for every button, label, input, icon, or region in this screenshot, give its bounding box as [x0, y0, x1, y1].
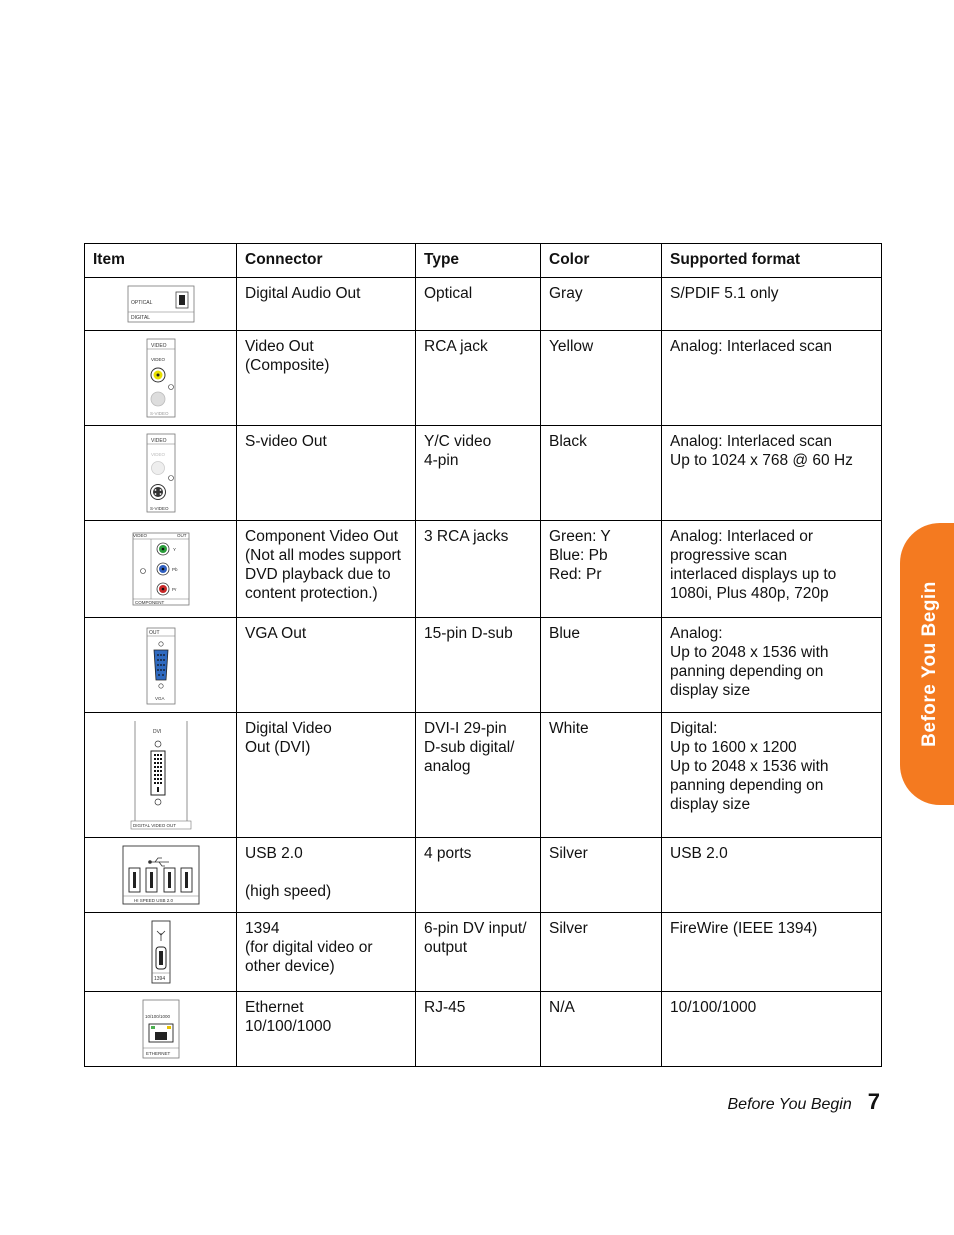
color-cell: Black: [541, 426, 662, 521]
color-cell: N/A: [541, 992, 662, 1067]
icon-label: VIDEO: [132, 533, 147, 538]
type-cell: 6-pin DV input/ output: [416, 913, 541, 992]
footer-section-title: Before You Begin: [727, 1096, 852, 1113]
icon-label: VIDEO: [150, 452, 165, 457]
icon-label: S-VIDEO: [149, 506, 169, 511]
connector-cell: S-video Out: [237, 426, 416, 521]
color-cell: Yellow: [541, 331, 662, 426]
section-side-tab: [900, 523, 954, 805]
connector-cell: VGA Out: [237, 618, 416, 713]
format-cell: Digital: Up to 1600 x 1200 Up to 2048 x 1536 with panning depending on display size: [662, 713, 882, 838]
firewire-port-icon: [149, 919, 173, 985]
connector-cell: Digital Audio Out: [237, 278, 416, 331]
connector-cell: Digital Video Out (DVI): [237, 713, 416, 838]
table-row: [85, 618, 882, 713]
icon-label: DIGITAL: [130, 315, 150, 321]
color-cell: Green: Y Blue: Pb Red: Pr: [541, 521, 662, 618]
connector-table: [84, 243, 882, 1067]
format-cell: Analog: Interlaced or progressive scan interlaced displays up to 1080i, Plus 480p, 720p: [662, 521, 882, 618]
icon-label: DVI: [152, 729, 161, 735]
icon-label: Y: [172, 547, 176, 552]
table-row: [85, 713, 882, 838]
icon-label: OUT: [148, 630, 160, 636]
connector-cell: 1394 (for digital video or other device): [237, 913, 416, 992]
format-cell: S/PDIF 5.1 only: [662, 278, 882, 331]
icon-label: 1394: [153, 976, 165, 982]
table-row: [85, 992, 882, 1067]
item-cell: [85, 618, 237, 713]
item-cell: [85, 992, 237, 1067]
table-row: [85, 521, 882, 618]
table-row: [85, 838, 882, 913]
header-connector: Connector: [237, 244, 416, 278]
side-tab-label: Before You Begin: [919, 581, 940, 747]
format-cell: FireWire (IEEE 1394): [662, 913, 882, 992]
table-row: [85, 426, 882, 521]
table-header-row: [85, 244, 882, 278]
s-video-port-icon: [141, 432, 181, 514]
icon-label: VGA: [154, 696, 165, 701]
type-cell: DVI-I 29-pin D-sub digital/ analog: [416, 713, 541, 838]
format-cell: Analog: Interlaced scan: [662, 331, 882, 426]
format-cell: 10/100/1000: [662, 992, 882, 1067]
item-cell: [85, 713, 237, 838]
icon-label: Pr: [171, 587, 176, 592]
item-cell: [85, 331, 237, 426]
icon-label: S-VIDEO: [149, 411, 169, 416]
format-cell: USB 2.0: [662, 838, 882, 913]
icon-label: ETHERNET: [145, 1051, 170, 1056]
header-color: Color: [541, 244, 662, 278]
item-cell: [85, 278, 237, 331]
icon-label: HI SPEED USB 2.0: [133, 898, 173, 903]
color-cell: Silver: [541, 913, 662, 992]
connector-cell: Video Out (Composite): [237, 331, 416, 426]
ethernet-port-icon: [141, 998, 181, 1060]
dvi-port-icon: [129, 719, 193, 831]
icon-label: 10/100/1000: [144, 1014, 170, 1019]
type-cell: 15-pin D-sub: [416, 618, 541, 713]
connector-cell: Component Video Out (Not all modes support DVD playback due to content protection.): [237, 521, 416, 618]
icon-label: DIGITAL VIDEO OUT: [132, 823, 176, 828]
icon-label: VIDEO: [150, 343, 167, 349]
type-cell: Y/C video 4-pin: [416, 426, 541, 521]
color-cell: White: [541, 713, 662, 838]
icon-label: VIDEO: [150, 438, 167, 444]
connector-cell: Ethernet 10/100/1000: [237, 992, 416, 1067]
header-item: Item: [85, 244, 237, 278]
item-cell: [85, 838, 237, 913]
header-supported-format: Supported format: [662, 244, 882, 278]
header-type: Type: [416, 244, 541, 278]
format-cell: Analog: Interlaced scan Up to 1024 x 768 @ 60 Hz: [662, 426, 882, 521]
color-cell: Gray: [541, 278, 662, 331]
table-row: [85, 913, 882, 992]
icon-label: OPTICAL: [130, 300, 152, 306]
optical-digital-port-icon: [126, 284, 196, 324]
table-row: [85, 331, 882, 426]
component-video-port-icon: [129, 527, 193, 611]
color-cell: Silver: [541, 838, 662, 913]
table-row: [85, 278, 882, 331]
item-cell: [85, 521, 237, 618]
type-cell: RJ-45: [416, 992, 541, 1067]
format-cell: Analog: Up to 2048 x 1536 with panning depending on display size: [662, 618, 882, 713]
type-cell: Optical: [416, 278, 541, 331]
page-footer: [728, 1089, 881, 1115]
icon-label: COMPONENT: [134, 600, 164, 605]
usb-ports-icon: [121, 844, 201, 906]
type-cell: RCA jack: [416, 331, 541, 426]
composite-video-port-icon: [141, 337, 181, 419]
connector-cell: USB 2.0 (high speed): [237, 838, 416, 913]
icon-label: VIDEO: [150, 357, 165, 362]
item-cell: [85, 426, 237, 521]
type-cell: 3 RCA jacks: [416, 521, 541, 618]
color-cell: Blue: [541, 618, 662, 713]
type-cell: 4 ports: [416, 838, 541, 913]
vga-port-icon: [141, 624, 181, 706]
icon-label: OUT: [176, 533, 186, 538]
page-number: 7: [867, 1089, 880, 1114]
item-cell: [85, 913, 237, 992]
icon-label: Pb: [171, 567, 178, 572]
